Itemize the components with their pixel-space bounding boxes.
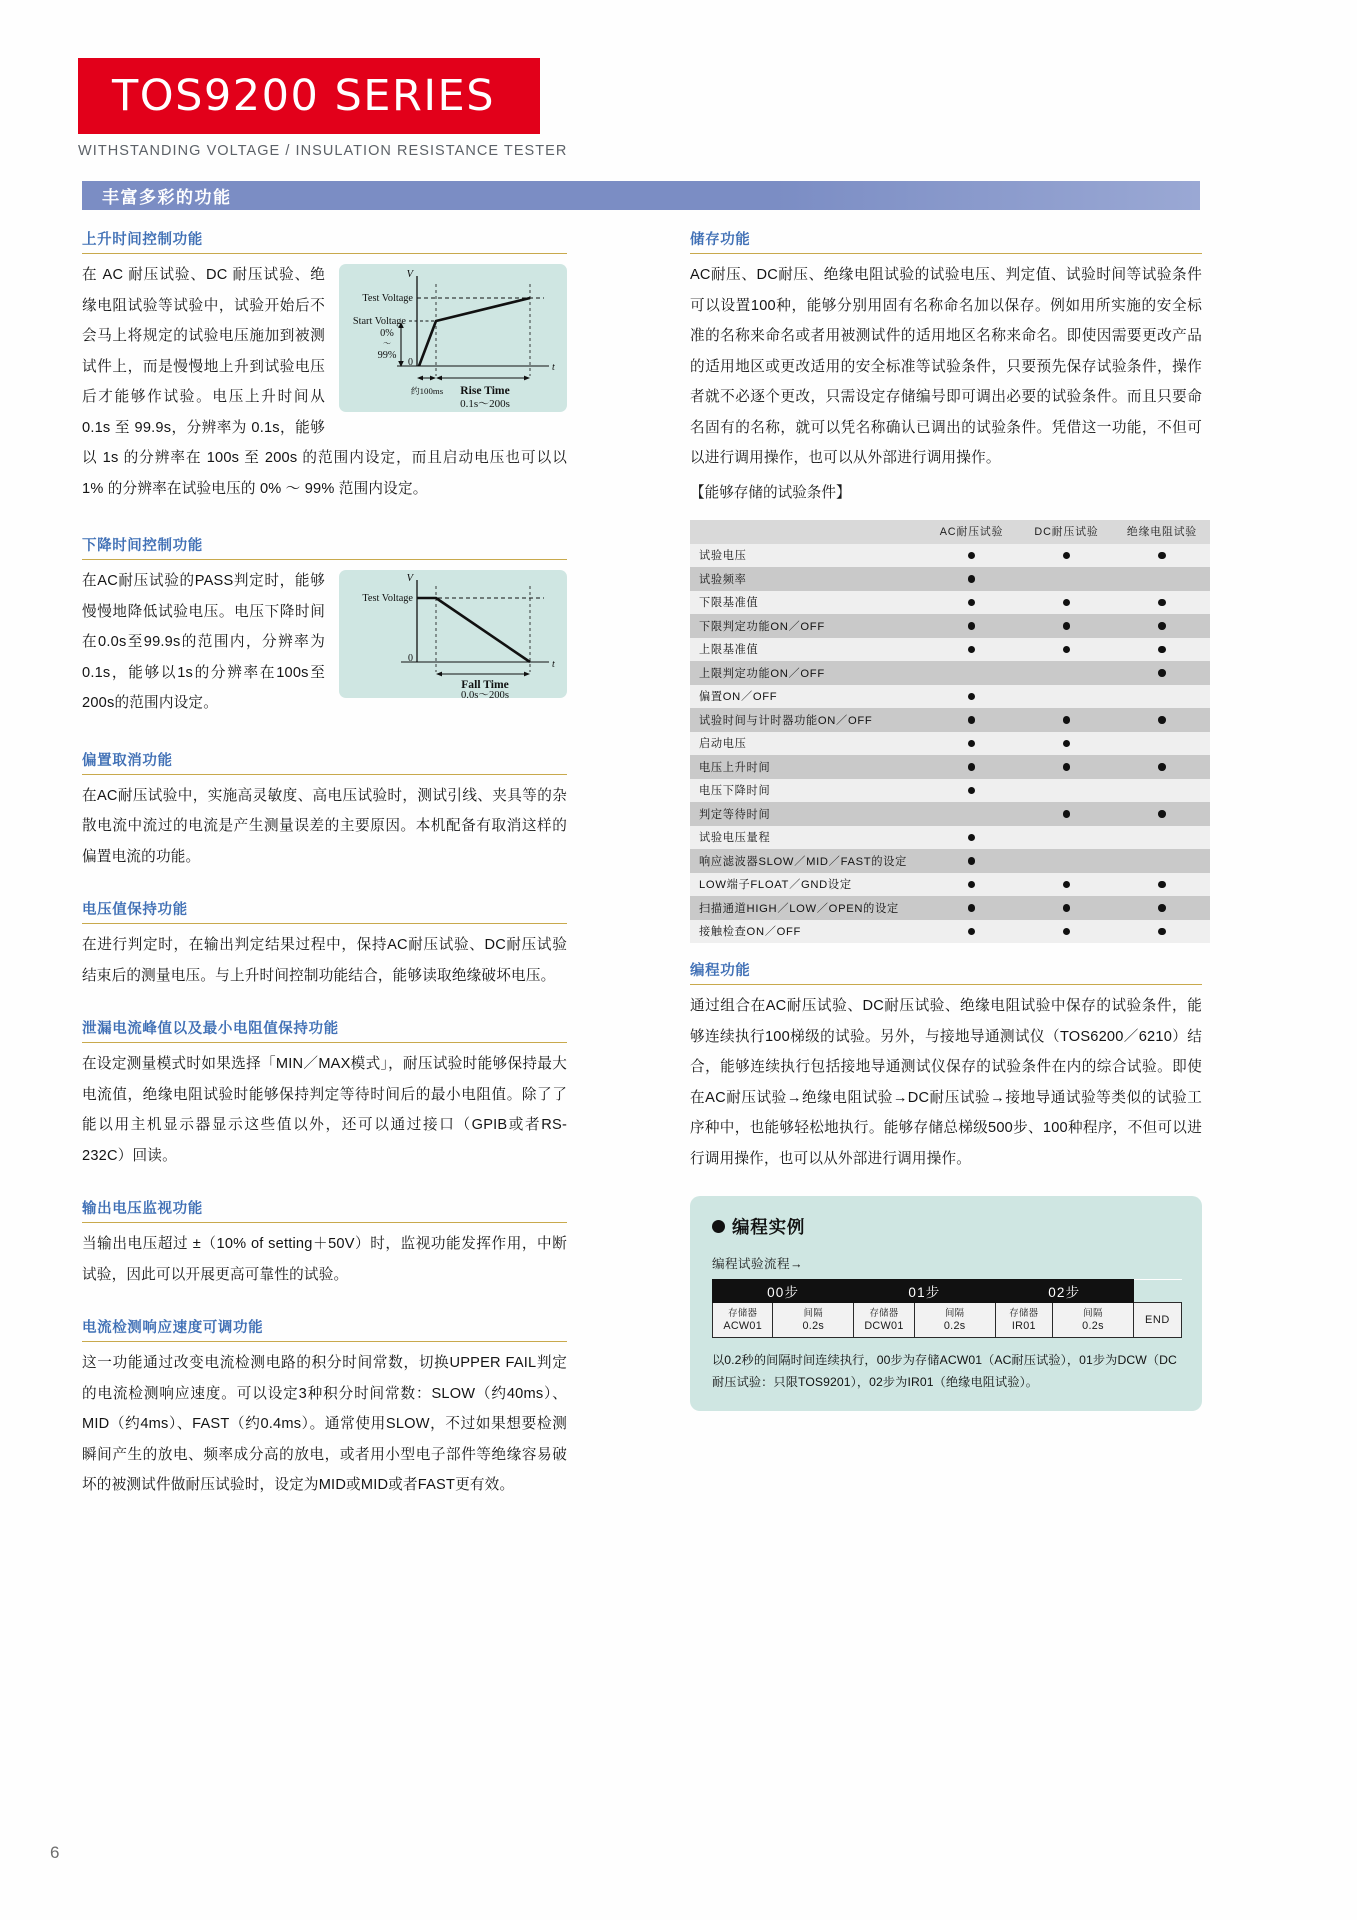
supported-dot-icon (1158, 716, 1166, 724)
step-02-interval-value: 0.2s (1082, 1319, 1104, 1332)
svg-text:t: t (552, 659, 555, 670)
supported-dot-icon (968, 693, 976, 701)
table-row (690, 920, 1210, 944)
svg-text:Test Voltage: Test Voltage (362, 593, 413, 604)
supported-dot-icon (1063, 810, 1071, 818)
figure-rise-time-box (339, 264, 567, 412)
table-row (690, 591, 1210, 615)
step-01-memory-label: 存储器 (869, 1307, 899, 1318)
supported-dot-icon (968, 740, 976, 748)
table-row (690, 802, 1210, 826)
step-00-memory-label: 存储器 (728, 1307, 758, 1318)
condition-mark-ir (1114, 708, 1210, 732)
condition-mark-ir (1114, 685, 1210, 709)
step-02-memory-label: 存储器 (1009, 1307, 1039, 1318)
step-00-memory (713, 1303, 773, 1338)
condition-mark-ir (1114, 849, 1210, 873)
svg-text:0: 0 (408, 357, 413, 368)
section-output-monitor (82, 1197, 567, 1290)
step-label-01: 01步 (854, 1280, 995, 1303)
svg-text:约100ms: 约100ms (410, 386, 444, 396)
right-column (690, 228, 1202, 1411)
condition-label: 下限判定功能ON／OFF (690, 614, 924, 638)
table-row (690, 896, 1210, 920)
supported-dot-icon (1063, 740, 1071, 748)
condition-mark-ir (1114, 755, 1210, 779)
heading-output-monitor: 输出电压监视功能 (82, 1197, 567, 1223)
supported-dot-icon (1158, 763, 1166, 771)
condition-mark-dc (1019, 685, 1114, 709)
table-row (690, 849, 1210, 873)
condition-label: 试验电压 (690, 544, 924, 568)
svg-text:Start Voltage: Start Voltage (352, 316, 406, 327)
supported-dot-icon (1158, 928, 1166, 936)
supported-dot-icon (1063, 904, 1071, 912)
step-00-memory-value: ACW01 (723, 1319, 763, 1332)
conditions-table-head (690, 520, 1210, 544)
supported-dot-icon (1158, 810, 1166, 818)
table-row (690, 708, 1210, 732)
paragraph-output-monitor: 当输出电压超过 ±（10% of setting＋50V）时，监视功能发挥作用，中断试验，因此可以开展更高可靠性的试验。 (82, 1236, 567, 1283)
supported-dot-icon (1063, 928, 1071, 936)
masthead (78, 58, 568, 159)
supported-dot-icon (968, 763, 976, 771)
step-01-interval (914, 1303, 995, 1338)
condition-mark-ir (1114, 826, 1210, 850)
supported-dot-icon (1158, 646, 1166, 654)
table-row (690, 873, 1210, 897)
step-02-interval-label: 间隔 (1083, 1307, 1103, 1318)
svg-text:Test Voltage: Test Voltage (362, 293, 413, 304)
svg-text:V: V (406, 573, 413, 584)
condition-mark-dc (1019, 708, 1114, 732)
step-00-interval-value: 0.2s (802, 1319, 825, 1332)
condition-mark-dc (1019, 873, 1114, 897)
supported-dot-icon (968, 646, 976, 654)
section-band-label: 丰富多彩的功能 (102, 188, 232, 207)
supported-dot-icon (1063, 646, 1071, 654)
condition-mark-ir (1114, 802, 1210, 826)
condition-label: LOW端子FLOAT／GND设定 (690, 873, 924, 897)
section-program-function (690, 959, 1202, 1174)
supported-dot-icon (968, 622, 976, 630)
condition-mark-dc (1019, 544, 1114, 568)
step-00-interval-label: 间隔 (803, 1307, 823, 1318)
program-example-title-row (712, 1214, 1182, 1239)
table-row (690, 544, 1210, 568)
condition-mark-ir (1114, 638, 1210, 662)
supported-dot-icon (1063, 763, 1071, 771)
supported-dot-icon (1158, 599, 1166, 607)
condition-mark-dc (1019, 920, 1114, 944)
table-row (690, 661, 1210, 685)
svg-text:t: t (552, 362, 555, 373)
condition-mark-ir (1114, 614, 1210, 638)
conditions-col-dc: DC耐压试验 (1019, 520, 1114, 544)
conditions-header-row (690, 520, 1210, 544)
step-00-interval (773, 1303, 854, 1338)
condition-mark-dc (1019, 638, 1114, 662)
condition-mark-ir (1114, 567, 1210, 591)
heading-program-function: 编程功能 (690, 959, 1202, 985)
supported-dot-icon (968, 599, 976, 607)
condition-mark-ac (924, 873, 1019, 897)
condition-label: 偏置ON／OFF (690, 685, 924, 709)
step-end-cell: END (1133, 1303, 1181, 1338)
svg-text:0.1s～200s: 0.1s～200s (460, 398, 510, 410)
table-row (690, 614, 1210, 638)
svg-text:Rise Time: Rise Time (460, 384, 510, 397)
heading-fall-time: 下降时间控制功能 (82, 534, 567, 560)
condition-mark-dc (1019, 849, 1114, 873)
condition-mark-ir (1114, 873, 1210, 897)
heading-bias-cancel: 偏置取消功能 (82, 749, 567, 775)
condition-mark-ac (924, 544, 1019, 568)
condition-mark-ir (1114, 779, 1210, 803)
supported-dot-icon (968, 834, 976, 842)
conditions-col-ac: AC耐压试验 (924, 520, 1019, 544)
supported-dot-icon (1158, 904, 1166, 912)
left-column (82, 228, 567, 1527)
condition-label: 试验频率 (690, 567, 924, 591)
supported-dot-icon (968, 787, 976, 795)
figure-rise-time (339, 264, 567, 412)
program-steps-table (712, 1279, 1182, 1338)
program-steps-header-row (713, 1280, 1182, 1303)
paragraph-memory-function: AC耐压、DC耐压、绝缘电阻试验的试验电压、判定值、试验时间等试验条件可以设置100种，能够分别用固有名称命名加以保存。例如用所实施的安全标准的名称来命名或者用被测试件的适用地区名称来命名。即使因需要更改产品的适用地区或更改适用的安全标准等试验条件，只要预先保存试验条件，操作者就不必逐个更改，只需设定存储编号即可调出必要的试验条件。而且只要命名固有的名称，就可以凭名称确认已调出的试验条件。凭借这一功能，不但可以进行调用操作，也可以从外部进行调用操作。 (690, 267, 1202, 466)
condition-mark-ac (924, 849, 1019, 873)
heading-voltage-hold: 电压值保持功能 (82, 898, 567, 924)
condition-mark-dc (1019, 732, 1114, 756)
step-02-interval (1053, 1303, 1134, 1338)
section-rise-time (82, 228, 567, 508)
program-example-box (690, 1196, 1202, 1411)
section-response-speed (82, 1316, 567, 1501)
condition-mark-ac (924, 755, 1019, 779)
condition-mark-dc (1019, 896, 1114, 920)
table-row (690, 755, 1210, 779)
table-row (690, 732, 1210, 756)
condition-mark-ac (924, 896, 1019, 920)
conditions-col-ir: 绝缘电阻试验 (1114, 520, 1210, 544)
heading-response-speed: 电流检测响应速度可调功能 (82, 1316, 567, 1342)
condition-mark-ac (924, 920, 1019, 944)
paragraph-program-function: 通过组合在AC耐压试验、DC耐压试验、绝缘电阻试验中保存的试验条件，能够连续执行100梯级的试验。另外，与接地导通测试仪（TOS6200／6210）结合，能够连续执行包括接地导通测试仪保存的试验条件在内的综合试验。即使在AC耐压试验→绝缘电阻试验→DC耐压试验→接地导通试验等类似的试验工序种中，也能够轻松地执行。能够存储总梯级500步、100种程序，不但可以进行调用操作，也可以从外部进行调用操作。 (690, 998, 1202, 1167)
paragraph-bias-cancel: 在AC耐压试验中，实施高灵敏度、高电压试验时，测试引线、夹具等的杂散电流中流过的电流是产生测量误差的主要原因。本机配备有取消这样的偏置电流的功能。 (82, 787, 567, 865)
paragraph-fall-time: 在AC耐压试验的PASS判定时，能够慢慢地降低试验电压。电压下降时间在0.0s至99.9s的范围内，分辨率为0.1s，能够以1s的分辨率在100s至200s的范围内设定。 (82, 573, 325, 711)
paragraph-voltage-hold: 在进行判定时，在输出判定结果过程中，保持AC耐压试验、DC耐压试验结束后的测量电压。与上升时间控制功能结合，能够读取绝缘破坏电压。 (82, 937, 567, 984)
condition-mark-ac (924, 661, 1019, 685)
section-band (82, 181, 1200, 210)
section-memory-function (690, 228, 1202, 943)
table-row (690, 567, 1210, 591)
condition-label: 判定等待时间 (690, 802, 924, 826)
supported-dot-icon (1063, 622, 1071, 630)
supported-dot-icon (968, 928, 976, 936)
conditions-table-body (690, 544, 1210, 944)
supported-dot-icon (968, 857, 976, 865)
supported-dot-icon (1158, 622, 1166, 630)
svg-text:0.0s～200s: 0.0s～200s (461, 690, 509, 698)
svg-text:0%: 0% (380, 328, 394, 339)
condition-mark-dc (1019, 591, 1114, 615)
rise-time-chart (339, 264, 567, 412)
section-peak-hold (82, 1017, 567, 1171)
step-label-00: 00步 (713, 1280, 854, 1303)
condition-mark-ac (924, 779, 1019, 803)
svg-text:99%: 99% (377, 350, 397, 361)
svg-text:V: V (406, 269, 413, 280)
condition-label: 试验电压量程 (690, 826, 924, 850)
heading-peak-hold: 泄漏电流峰值以及最小电阻值保持功能 (82, 1017, 567, 1043)
condition-label: 上限判定功能ON／OFF (690, 661, 924, 685)
svg-text:Fall Time: Fall Time (461, 678, 509, 691)
condition-mark-dc (1019, 755, 1114, 779)
brand-title: TOS9200 SERIES (112, 71, 495, 121)
supported-dot-icon (968, 904, 976, 912)
step-02-memory (995, 1303, 1052, 1338)
fall-time-chart (339, 570, 567, 698)
supported-dot-icon (1063, 716, 1071, 724)
program-steps-value-row (713, 1303, 1182, 1338)
section-voltage-hold (82, 898, 567, 991)
supported-dot-icon (1158, 552, 1166, 560)
condition-label: 扫描通道HIGH／LOW／OPEN的设定 (690, 896, 924, 920)
program-example-caption: 以0.2秒的间隔时间连续执行，00步为存储ACW01（AC耐压试验），01步为DCW（DC耐压试验：只限TOS9201），02步为IR01（绝缘电阻试验）。 (712, 1353, 1177, 1389)
supported-dot-icon (968, 575, 976, 583)
condition-mark-ir (1114, 591, 1210, 615)
condition-mark-ir (1114, 896, 1210, 920)
supported-dot-icon (968, 552, 976, 560)
step-01-memory (854, 1303, 914, 1338)
supported-dot-icon (1158, 881, 1166, 889)
paragraph-peak-hold: 在设定测量模式时如果选择「MIN／MAX模式」，耐压试验时能够保持最大电流值，绝缘电阻试验时能够保持判定等待时间后的最小电阻值。除了了能以用主机显示器显示这些值以外，还可以通过接口（GPIB或者RS-232C）回读。 (82, 1056, 567, 1164)
condition-mark-dc (1019, 567, 1114, 591)
page-number: 6 (50, 1843, 60, 1862)
paragraph-rise-time: 在 AC 耐压试验、DC 耐压试验、绝缘电阻试验等试验中，试验开始后不会马上将规定的试验电压施加到被测试件上，而是慢慢地上升到试验电压后才能够作试验。电压上升时间从 0.1s 至 99.9s，分辨率为 0.1s，能够以 1s 的分辨率在 100s 至 200s 的范围内设定，而且启动电压也可以以 1% 的分辨率在试验电压的 0% ～ 99% 范围内设定。 (82, 267, 567, 497)
bullet-icon (712, 1220, 725, 1233)
svg-text:～: ～ (383, 339, 391, 348)
step-header-spacer (1133, 1280, 1181, 1303)
condition-label: 电压下降时间 (690, 779, 924, 803)
svg-text:0: 0 (408, 653, 413, 664)
condition-label: 响应滤波器SLOW／MID／FAST的设定 (690, 849, 924, 873)
condition-mark-dc (1019, 826, 1114, 850)
condition-mark-ac (924, 614, 1019, 638)
condition-mark-ir (1114, 732, 1210, 756)
brand-bar (78, 58, 540, 134)
section-fall-time (82, 534, 567, 723)
step-label-02: 02步 (995, 1280, 1133, 1303)
heading-memory-function: 储存功能 (690, 228, 1202, 254)
condition-label: 上限基准值 (690, 638, 924, 662)
conditions-table (690, 520, 1210, 944)
figure-fall-time (339, 570, 567, 698)
condition-mark-ir (1114, 544, 1210, 568)
step-02-memory-value: IR01 (1011, 1319, 1036, 1332)
table-row (690, 685, 1210, 709)
condition-mark-ac (924, 567, 1019, 591)
step-01-memory-value: DCW01 (864, 1319, 904, 1332)
paragraph-response-speed: 这一功能通过改变电流检测电路的积分时间常数，切换UPPER FAIL判定的电流检测响应速度。可以设定3种积分时间常数：SLOW（约40ms）、MID（约4ms）、FAST（约0.4ms）。通常使用SLOW，不过如果想要检测瞬间产生的放电、频率成分高的放电，或者用小型电子部件等绝缘容易破坏的被测试件做耐压试验时，设定为MID或MID或者FAST更有效。 (82, 1355, 567, 1493)
table-row (690, 779, 1210, 803)
conditions-table-title: 【能够存储的试验条件】 (690, 484, 851, 501)
heading-rise-time: 上升时间控制功能 (82, 228, 567, 254)
condition-mark-dc (1019, 779, 1114, 803)
condition-mark-ir (1114, 920, 1210, 944)
condition-label: 启动电压 (690, 732, 924, 756)
section-bias-cancel (82, 749, 567, 873)
condition-mark-ac (924, 638, 1019, 662)
figure-fall-time-box (339, 570, 567, 698)
condition-mark-dc (1019, 614, 1114, 638)
supported-dot-icon (968, 881, 976, 889)
supported-dot-icon (1063, 881, 1071, 889)
condition-label: 试验时间与计时器功能ON／OFF (690, 708, 924, 732)
conditions-col-0 (690, 520, 924, 544)
condition-mark-ac (924, 708, 1019, 732)
condition-mark-ac (924, 685, 1019, 709)
supported-dot-icon (968, 716, 976, 724)
brand-subtitle: WITHSTANDING VOLTAGE / INSULATION RESISTANCE TESTER (78, 143, 568, 159)
condition-mark-ac (924, 591, 1019, 615)
supported-dot-icon (1158, 669, 1166, 677)
condition-label: 接触检查ON／OFF (690, 920, 924, 944)
program-flow-label: 编程试验流程→ (712, 1257, 803, 1271)
step-01-interval-value: 0.2s (943, 1319, 966, 1332)
supported-dot-icon (1063, 552, 1071, 560)
condition-mark-ac (924, 732, 1019, 756)
table-row (690, 638, 1210, 662)
condition-label: 电压上升时间 (690, 755, 924, 779)
step-01-interval-label: 间隔 (944, 1307, 965, 1318)
condition-mark-ac (924, 802, 1019, 826)
table-row (690, 826, 1210, 850)
condition-label: 下限基准值 (690, 591, 924, 615)
condition-mark-dc (1019, 802, 1114, 826)
condition-mark-ac (924, 826, 1019, 850)
condition-mark-dc (1019, 661, 1114, 685)
condition-mark-ir (1114, 661, 1210, 685)
supported-dot-icon (1063, 599, 1071, 607)
program-example-title: 编程实例 (732, 1217, 806, 1237)
